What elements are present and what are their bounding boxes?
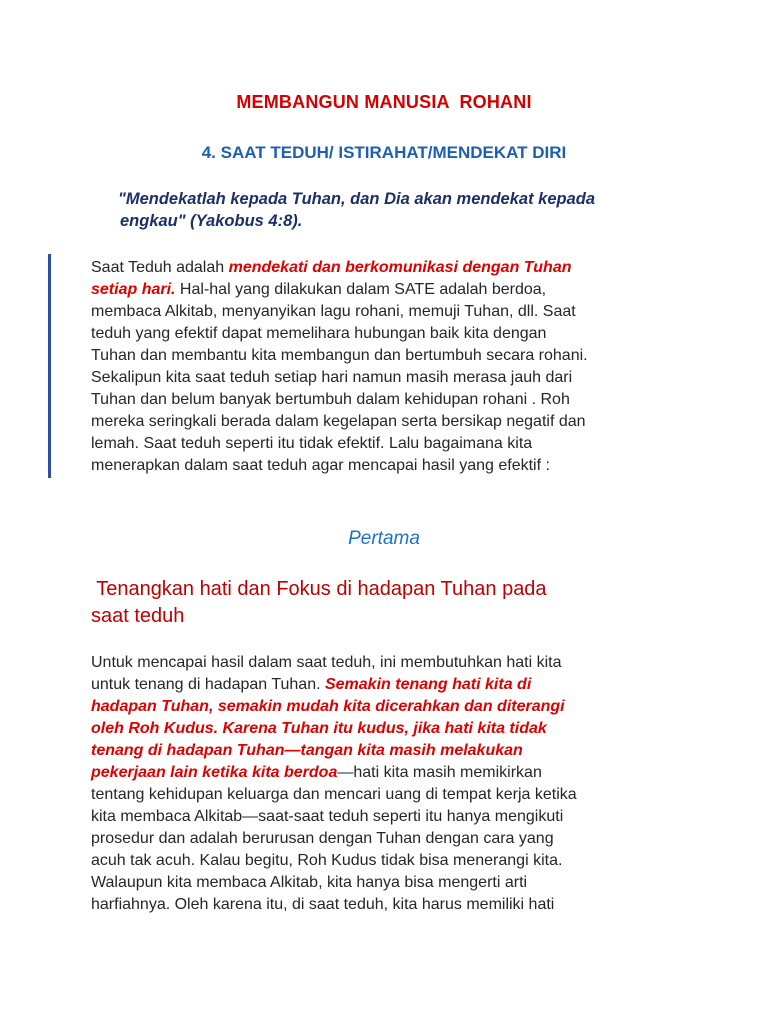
para2-line-9: prosedur dan adalah berurusan dengan Tuhan dengan cara yang <box>91 830 554 847</box>
para1-line-5: Tuhan dan membantu kita membangun dan bertumbuh secara rohani. <box>91 347 588 364</box>
paragraph-accent-bar <box>48 254 51 478</box>
para1-line-8: mereka seringkali berada dalam kegelapan serta bersikap negatif dan <box>91 413 586 430</box>
para2-emphasis: Semakin tenang hati kita di <box>324 676 532 693</box>
para2-line-2 <box>91 674 691 696</box>
para1-line-7: Tuhan dan belum banyak bertumbuh dalam kehidupan rohani . Roh <box>91 391 570 408</box>
bible-verse-quote <box>118 188 678 232</box>
para1-text: Saat Teduh adalah <box>91 259 229 276</box>
para2-line-11: Walaupun kita membaca Alkitab, kita hanya bisa mengerti arti <box>91 874 528 891</box>
para2-text: —hati kita masih memikirkan <box>337 764 542 781</box>
point-heading-line-2: saat teduh <box>91 605 185 627</box>
para1-emphasis: mendekati dan berkomunikasi dengan Tuhan <box>228 259 572 276</box>
section-subtitle: 4. SAAT TEDUH/ ISTIRAHAT/MENDEKAT DIRI <box>201 143 567 162</box>
para1-text: Hal-hal yang dilakukan dalam SATE adalah berdoa, <box>175 281 547 298</box>
para1-emphasis: setiap hari. <box>91 281 176 298</box>
para1-line-3: membaca Alkitab, menyanyikan lagu rohani, memuji Tuhan, dll. Saat <box>91 303 576 320</box>
para2-line-1: Untuk mencapai hasil dalam saat teduh, ini membutuhkan hati kita <box>91 654 562 671</box>
para1-line-1 <box>91 257 691 279</box>
para2-line-8: kita membaca Alkitab—saat-saat teduh seperti itu hanya mengikuti <box>91 808 564 825</box>
intro-paragraph <box>91 257 691 477</box>
document-title: MEMBANGUN MANUSIA ROHANI <box>236 92 532 112</box>
para2-line-7: tentang kehidupan keluarga dan mencari uang di tempat kerja ketika <box>91 786 577 803</box>
para1-line-9: lemah. Saat teduh seperti itu tidak efektif. Lalu bagaimana kita <box>91 435 533 452</box>
para2-emphasis: pekerjaan lain ketika kita berdoa <box>91 764 338 781</box>
para2-line-3: hadapan Tuhan, semakin mudah kita dicerahkan dan diterangi <box>91 698 565 715</box>
point-paragraph <box>91 652 691 916</box>
section-heading: Pertama <box>348 528 420 549</box>
point-heading-line-1: Tenangkan hati dan Fokus di hadapan Tuhan pada <box>91 578 547 600</box>
para2-line-4: oleh Roh Kudus. Karena Tuhan itu kudus, jika hati kita tidak <box>91 720 547 737</box>
para1-line-10: menerapkan dalam saat teduh agar mencapai hasil yang efektif : <box>91 457 550 474</box>
para2-line-6 <box>91 762 691 784</box>
para2-line-5: tenang di hadapan Tuhan—tangan kita masih melakukan <box>91 742 523 759</box>
para2-line-12: harfiahnya. Oleh karena itu, di saat teduh, kita harus memiliki hati <box>91 896 555 913</box>
para2-text: untuk tenang di hadapan Tuhan. <box>91 676 325 693</box>
para2-line-10: acuh tak acuh. Kalau begitu, Roh Kudus tidak bisa menerangi kita. <box>91 852 563 869</box>
point-heading <box>91 576 691 630</box>
verse-line-1: "Mendekatlah kepada Tuhan, dan Dia akan mendekat kepada <box>118 190 596 208</box>
para1-line-6: Sekalipun kita saat teduh setiap hari namun masih merasa jauh dari <box>91 369 573 386</box>
verse-line-2: engkau" (Yakobus 4:8). <box>120 212 303 230</box>
para1-line-4: teduh yang efektif dapat memelihara hubungan baik kita dengan <box>91 325 547 342</box>
para1-line-2 <box>91 279 691 301</box>
